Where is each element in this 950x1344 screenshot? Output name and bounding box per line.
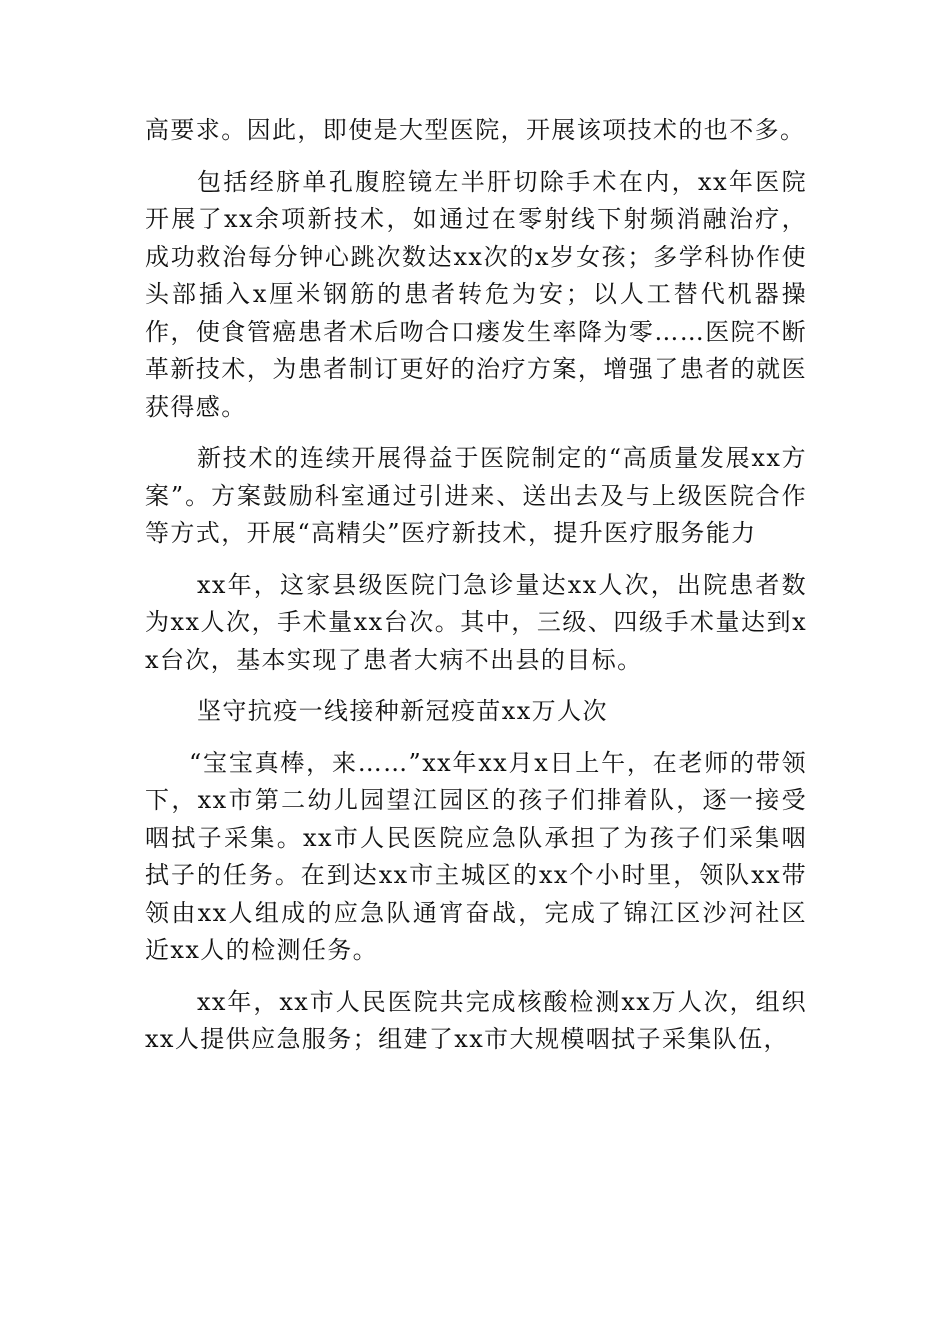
paragraph-continuation: 高要求。因此，即使是大型医院，开展该项技术的也不多。 [145, 116, 806, 144]
paragraph-testing-summary: xx年，xx市人民医院共完成核酸检测xx万人次，组织xx人提供应急服务；组建了xx市大规模咽拭子采集队伍， [145, 987, 807, 1053]
section-heading-pandemic: 坚守抗疫一线接种新冠疫苗xx万人次 [197, 697, 608, 725]
paragraph-hospital-statistics: xx年，这家县级医院门急诊量达xx人次，出院患者数为xx人次，手术量xx台次。其中，三级、四级手术量达到xx台次，基本实现了患者大病不出县的目标。 [145, 570, 807, 674]
paragraph-new-technologies: 包括经脐单孔腹腔镜左半肝切除手术在内，xx年医院开展了xx余项新技术，如通过在零射线下射频消融治疗，成功救治每分钟心跳次数达xx次的x岁女孩；多学科协作使头部插入x厘米钢筋的患者转危为安；以人工替代机器操作，使食管癌患者术后吻合口瘘发生率降为零……医院不断革新技术，为患者制订更好的治疗方案，增强了患者的就医获得感。 [145, 167, 807, 421]
document-page [145, 112, 807, 1059]
paragraph-swab-collection: “宝宝真棒，来……”xx年xx月x日上午，在老师的带领下，xx市第二幼儿园望江园区的孩子们排着队，逐一接受咽拭子采集。xx市人民医院应急队承担了为孩子们采集咽拭子的任务。在到达xx市主城区的xx个小时里，领队xx带领由xx人组成的应急队通宵奋战，完成了锦江区沙河社区近xx人的检测任务。 [145, 748, 807, 964]
paragraph-development-plan: 新技术的连续开展得益于医院制定的“高质量发展xx方案”。方案鼓励科室通过引进来、送出去及与上级医院合作等方式，开展“高精尖”医疗新技术，提升医疗服务能力 [145, 444, 807, 547]
